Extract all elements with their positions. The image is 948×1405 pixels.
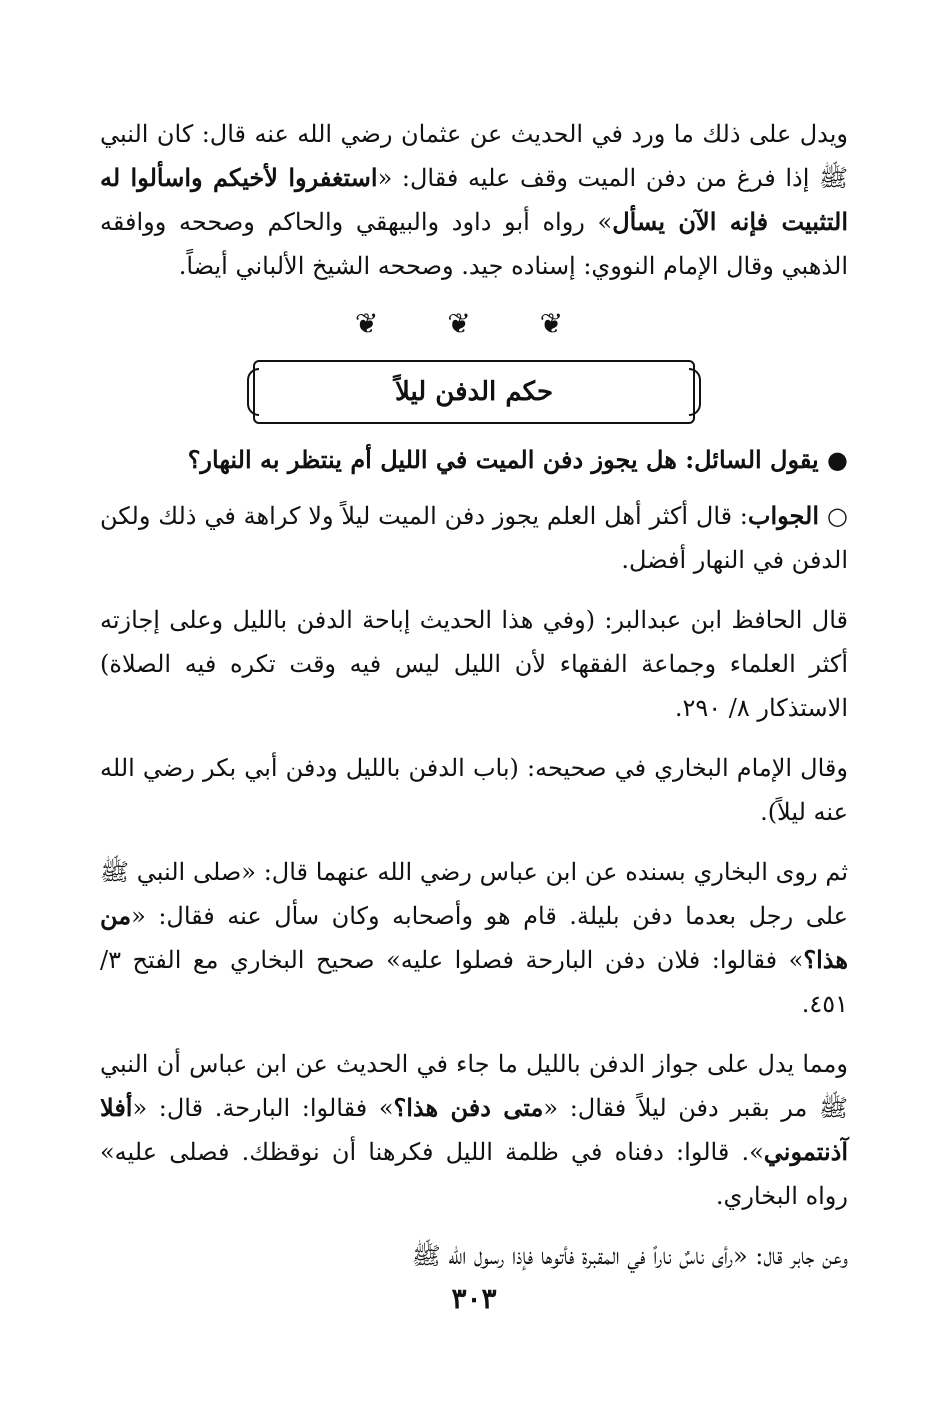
paragraph-ibn-abbas: ثم روى البخاري بسنده عن ابن عباس رضي الله عنهما قال: «صلى النبي ﷺ على رجل بعدما دفن بليلة. قام هو وأصحابه وكان سأل عنه فقال: «من هذا؟» فقالوا: فلان دفن البارحة فصلوا عليه» صحيح البخاري مع الفتح ٣/ ٤٥١.: [100, 858, 848, 1018]
paragraph-ibn-abdulbarr: قال الحافظ ابن عبدالبر: (وفي هذا الحديث إباحة الدفن بالليل وعلى إجازته أكثر العلماء وجماعة الفقهاء لأن الليل ليس فيه وقت تكره فيه الصلاة) الاستذكار ٨/ ٢٩٠.: [100, 606, 848, 722]
page-body: [100, 112, 848, 1278]
intro-hadith: استغفروا لأخيكم واسألوا له التثبيت فإنه الآن يسأل: [100, 163, 848, 236]
hadith-quote: متى دفن هذا؟: [393, 1093, 544, 1122]
answer-text: : قال أكثر أهل العلم يجوز دفن الميت ليلاً ولا كراهة في ذلك ولكن الدفن في النهار أفضل.: [100, 502, 848, 574]
hadith-quote: من هذا؟: [100, 901, 848, 974]
intro-tail: » رواه أبو داود والبيهقي والحاكم وصححه ووافقه الذهبي وقال الإمام النووي: إسناده جيد. وصححه الشيخ الألباني أيضاً.: [100, 208, 848, 280]
question-text: : هل يجوز دفن الميت في الليل أم ينتظر به النهار؟: [187, 445, 695, 474]
question-label: يقول السائل: [694, 445, 819, 474]
intro-lead: ويدل على ذلك ما ورد في الحديث عن عثمان رضي الله عنه قال: كان النبي ﷺ إذا فرغ من دفن الميت وقف عليه فقال: «: [100, 120, 849, 192]
page-number: ٣٠٣: [451, 1282, 497, 1315]
hadith-quote: أفلا آذنتموني: [100, 1093, 848, 1166]
paragraph-night-burial: ومما يدل على جواز الدفن بالليل ما جاء في الحديث عن ابن عباس أن النبي ﷺ مر بقبر دفن ليلاً فقال: «متى دفن هذا؟» فقالوا: البارحة. قال: «أفلا آذنتموني». قالوا: دفناه في ظلمة الليل فكرهنا أن نوقظك. فصلى عليه» رواه البخاري.: [100, 1050, 848, 1210]
paragraph-bukhari-bab: وقال الإمام البخاري في صحيحه: (باب الدفن بالليل ودفن أبي بكر رضي الله عنه ليلاً).: [100, 754, 848, 826]
section-title-frame: [253, 360, 695, 424]
section-title: حكم الدفن ليلاً: [394, 377, 554, 407]
paragraph-jabir: وعن جابر قال: «رأى ناسٌ ناراً في المقبرة فأتوها فإذا رسول الله ﷺ: [411, 1242, 848, 1270]
answer-label: الجواب: [747, 501, 819, 530]
bullet-icon: ●: [827, 445, 848, 474]
ornament-divider: ❦ ❦ ❦: [354, 307, 594, 340]
intro-paragraph: [100, 112, 848, 288]
answer-circle-icon: ○: [826, 502, 848, 530]
answer-paragraph: [100, 494, 848, 582]
question-line: [100, 438, 848, 482]
